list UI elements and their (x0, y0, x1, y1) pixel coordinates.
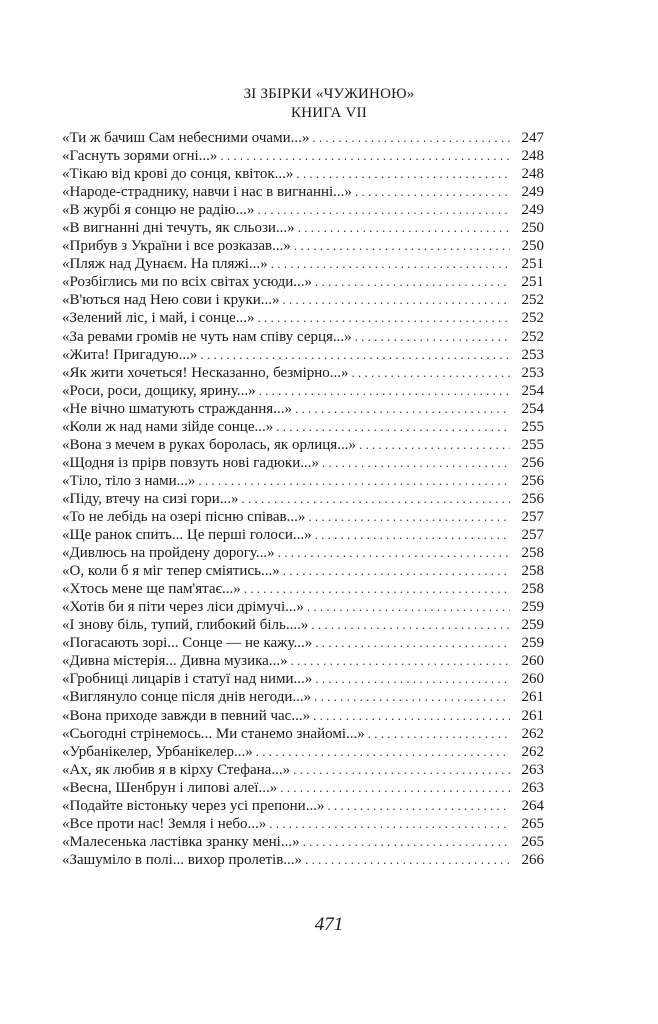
toc-entry-title: «Все проти нас! Земля і небо...» (62, 815, 267, 832)
toc-leader-dots (291, 652, 510, 670)
toc-leader-dots (220, 147, 510, 165)
toc-entry-title: «Зашуміло в полі... вихор пролетів...» (62, 851, 303, 868)
toc-entry-page: 252 (521, 310, 544, 327)
toc-entry (62, 508, 544, 526)
toc-entry (62, 147, 544, 165)
toc-entry-page: 257 (521, 508, 544, 525)
toc-entry-page: 253 (521, 346, 544, 363)
toc-entry-page: 248 (521, 148, 544, 165)
toc-entry-page: 251 (521, 256, 544, 273)
toc-leader-dots (305, 851, 510, 869)
toc-entry-title: «Тікаю від крові до сонця, квіток...» (62, 166, 294, 183)
toc-leader-dots (355, 183, 510, 201)
toc-leader-dots (311, 616, 510, 634)
toc-entry (62, 364, 544, 382)
toc-entry-title: «Вона з мечем в руках боролась, як орлиця...» (62, 436, 356, 453)
toc-entry-title: «Ах, як любив я в кірху Стефана...» (62, 761, 291, 778)
toc-entry-title: «Тіло, тіло з нами...» (62, 472, 196, 489)
toc-leader-dots (278, 544, 510, 562)
toc-entry-page: 266 (521, 851, 544, 868)
toc-entry-title: «Вона приходе завжди в певний час...» (62, 707, 311, 724)
toc-entry (62, 707, 544, 725)
toc-entry-page: 260 (521, 671, 544, 688)
table-of-contents (62, 129, 544, 869)
toc-leader-dots (308, 508, 510, 526)
toc-entry-title: «Як жити хочеться! Несказанно, безмірно...» (62, 364, 349, 381)
toc-entry-title: «О, коли б я міг тепер сміятись...» (62, 563, 280, 580)
toc-entry-page: 252 (521, 292, 544, 309)
toc-leader-dots (256, 743, 510, 761)
toc-entry-title: «Погасають зорі... Сонце — не кажу...» (62, 635, 313, 652)
toc-leader-dots (368, 725, 510, 743)
toc-entry (62, 580, 544, 598)
toc-entry (62, 815, 544, 833)
toc-entry (62, 779, 544, 797)
toc-entry-page: 265 (521, 833, 544, 850)
toc-leader-dots (244, 580, 510, 598)
toc-entry-title: «За ревами громів не чуть нам співу серця...» (62, 328, 352, 345)
toc-entry-title: «Весна, Шенбрун і липові алеї...» (62, 779, 278, 796)
toc-entry (62, 436, 544, 454)
toc-entry-page: 259 (521, 599, 544, 616)
toc-leader-dots (276, 418, 510, 436)
toc-entry (62, 634, 544, 652)
toc-leader-dots (313, 707, 510, 725)
toc-entry (62, 490, 544, 508)
toc-leader-dots (200, 346, 510, 364)
toc-entry (62, 616, 544, 634)
toc-leader-dots (315, 526, 510, 544)
toc-entry (62, 328, 544, 346)
toc-entry (62, 562, 544, 580)
toc-entry-title: «Подайте вістоньку через усі препони...» (62, 797, 325, 814)
toc-entry (62, 237, 544, 255)
toc-entry-page: 254 (521, 400, 544, 417)
toc-entry-page: 258 (521, 545, 544, 562)
toc-leader-dots (258, 309, 511, 327)
toc-entry-title: «Розбіглись ми по всіх світах усюди...» (62, 274, 313, 291)
toc-entry (62, 382, 544, 400)
toc-entry-page: 259 (521, 635, 544, 652)
toc-leader-dots (314, 688, 510, 706)
toc-leader-dots (293, 761, 510, 779)
toc-leader-dots (294, 237, 510, 255)
toc-leader-dots (259, 382, 510, 400)
toc-leader-dots (280, 779, 510, 797)
toc-entry-page: 258 (521, 581, 544, 598)
toc-leader-dots (327, 797, 510, 815)
toc-entry (62, 129, 544, 147)
toc-leader-dots (315, 670, 510, 688)
toc-entry (62, 743, 544, 761)
toc-entry (62, 309, 544, 327)
toc-entry-page: 261 (521, 689, 544, 706)
toc-leader-dots (307, 598, 510, 616)
toc-leader-dots (298, 219, 510, 237)
toc-entry-title: «Щодня із прірв повзуть нові гадюки...» (62, 454, 319, 471)
toc-entry-title: «Народе-страднику, навчи і нас в вигнанні...» (62, 184, 352, 201)
toc-entry-title: «В вигнанні дні течуть, як сльози...» (62, 220, 295, 237)
toc-entry (62, 165, 544, 183)
toc-entry-page: 262 (521, 743, 544, 760)
toc-entry-page: 258 (521, 563, 544, 580)
toc-entry-page: 264 (521, 797, 544, 814)
toc-entry-page: 260 (521, 653, 544, 670)
toc-entry (62, 652, 544, 670)
toc-entry (62, 851, 544, 869)
toc-entry (62, 400, 544, 418)
toc-entry-page: 253 (521, 364, 544, 381)
toc-entry (62, 255, 544, 273)
toc-entry-title: «Урбанікелер, Урбанікелер...» (62, 743, 253, 760)
toc-entry-title: «Піду, втечу на сизі гори...» (62, 490, 239, 507)
toc-leader-dots (269, 815, 510, 833)
toc-leader-dots (315, 634, 510, 652)
toc-entry-title: «Гробниці лицарів і статуї над ними...» (62, 671, 313, 688)
toc-entry-page: 249 (521, 184, 544, 201)
toc-entry-title: «І знову біль, тупий, глибокий біль....» (62, 617, 309, 634)
toc-entry-title: «Ти ж бачиш Сам небесними очами...» (62, 130, 310, 146)
toc-entry (62, 544, 544, 562)
toc-entry (62, 346, 544, 364)
toc-entry-title: «Пляж над Дунаєм. На пляжі...» (62, 256, 268, 273)
toc-entry-title: «Коли ж над нами зійде сонце...» (62, 418, 274, 435)
toc-entry-page: 248 (521, 166, 544, 183)
toc-entry-title: «Хотів би я піти через ліси дрімучі...» (62, 599, 304, 616)
toc-entry (62, 183, 544, 201)
toc-entry (62, 688, 544, 706)
toc-entry-title: «Гаснуть зорями огні...» (62, 148, 218, 165)
toc-entry (62, 761, 544, 779)
toc-entry-title: «То не лебідь на озері пісню співав...» (62, 508, 306, 525)
toc-leader-dots (198, 472, 510, 490)
toc-leader-dots (296, 165, 510, 183)
toc-entry-page: 256 (521, 490, 544, 507)
toc-entry-page: 261 (521, 707, 544, 724)
toc-entry-title: «Виглянуло сонце після днів негоди...» (62, 689, 312, 706)
toc-entry-title: «Роси, роси, дощику, ярину...» (62, 382, 256, 399)
toc-leader-dots (322, 454, 510, 472)
toc-entry-title: «Зелений ліс, і май, і сонце...» (62, 310, 255, 327)
toc-entry (62, 291, 544, 309)
toc-leader-dots (295, 400, 510, 418)
toc-leader-dots (312, 129, 510, 147)
toc-entry (62, 418, 544, 436)
toc-leader-dots (242, 490, 511, 508)
toc-entry-page: 262 (521, 725, 544, 742)
toc-leader-dots (355, 328, 510, 346)
toc-entry (62, 670, 544, 688)
toc-entry (62, 273, 544, 291)
toc-entry-title: «Хтось мене ще пам'ятає...» (62, 581, 241, 598)
toc-entry-title: «Дивлюсь на пройдену дорогу...» (62, 545, 275, 562)
toc-entry-page: 254 (521, 382, 544, 399)
toc-entry-page: 255 (521, 436, 544, 453)
toc-entry-page: 263 (521, 779, 544, 796)
toc-entry (62, 725, 544, 743)
toc-entry (62, 797, 544, 815)
toc-entry-page: 259 (521, 617, 544, 634)
toc-entry-title: «Ще ранок спить... Це перші голоси...» (62, 527, 312, 544)
toc-entry-page: 250 (521, 238, 544, 255)
toc-leader-dots (303, 833, 510, 851)
toc-entry-page: 247 (521, 130, 544, 146)
toc-leader-dots (359, 436, 510, 454)
toc-entry (62, 219, 544, 237)
toc-entry-page: 257 (521, 527, 544, 544)
toc-entry-page: 255 (521, 418, 544, 435)
toc-entry-title: «Малесенька ластівка зранку мені...» (62, 833, 300, 850)
toc-entry-title: «Прибув з України і все розказав...» (62, 238, 291, 255)
toc-leader-dots (352, 364, 510, 382)
toc-entry-page: 256 (521, 472, 544, 489)
toc-entry-page: 251 (521, 274, 544, 291)
toc-entry-title: «В журбі я сонцю не радію...» (62, 202, 255, 219)
toc-leader-dots (283, 291, 510, 309)
toc-entry-title: «Не вічно шматують страждання...» (62, 400, 292, 417)
toc-entry-page: 256 (521, 454, 544, 471)
toc-entry (62, 454, 544, 472)
toc-leader-dots (257, 201, 510, 219)
toc-entry-page: 252 (521, 328, 544, 345)
toc-leader-dots (283, 562, 510, 580)
toc-entry (62, 598, 544, 616)
toc-entry (62, 526, 544, 544)
page-number: 471 (314, 914, 344, 935)
toc-leader-dots (271, 255, 510, 273)
toc-entry-page: 250 (521, 220, 544, 237)
toc-entry-page: 265 (521, 815, 544, 832)
toc-entry (62, 201, 544, 219)
toc-entry-page: 263 (521, 761, 544, 778)
toc-leader-dots (315, 273, 510, 291)
toc-entry-title: «Дивна містерія... Дивна музика...» (62, 653, 288, 670)
toc-entry-title: «В'ються над Нею сови і круки...» (62, 292, 280, 309)
toc-entry (62, 472, 544, 490)
toc-entry (62, 833, 544, 851)
toc-entry-title: «Жита! Пригадую...» (62, 346, 198, 363)
toc-entry-page: 249 (521, 202, 544, 219)
section-subheading: КНИГА VII (291, 105, 367, 121)
section-heading: ЗІ ЗБІРКИ «ЧУЖИНОЮ» (243, 86, 415, 102)
toc-entry-title: «Сьогодні стрінемось... Ми станемо знайомі...» (62, 725, 365, 742)
